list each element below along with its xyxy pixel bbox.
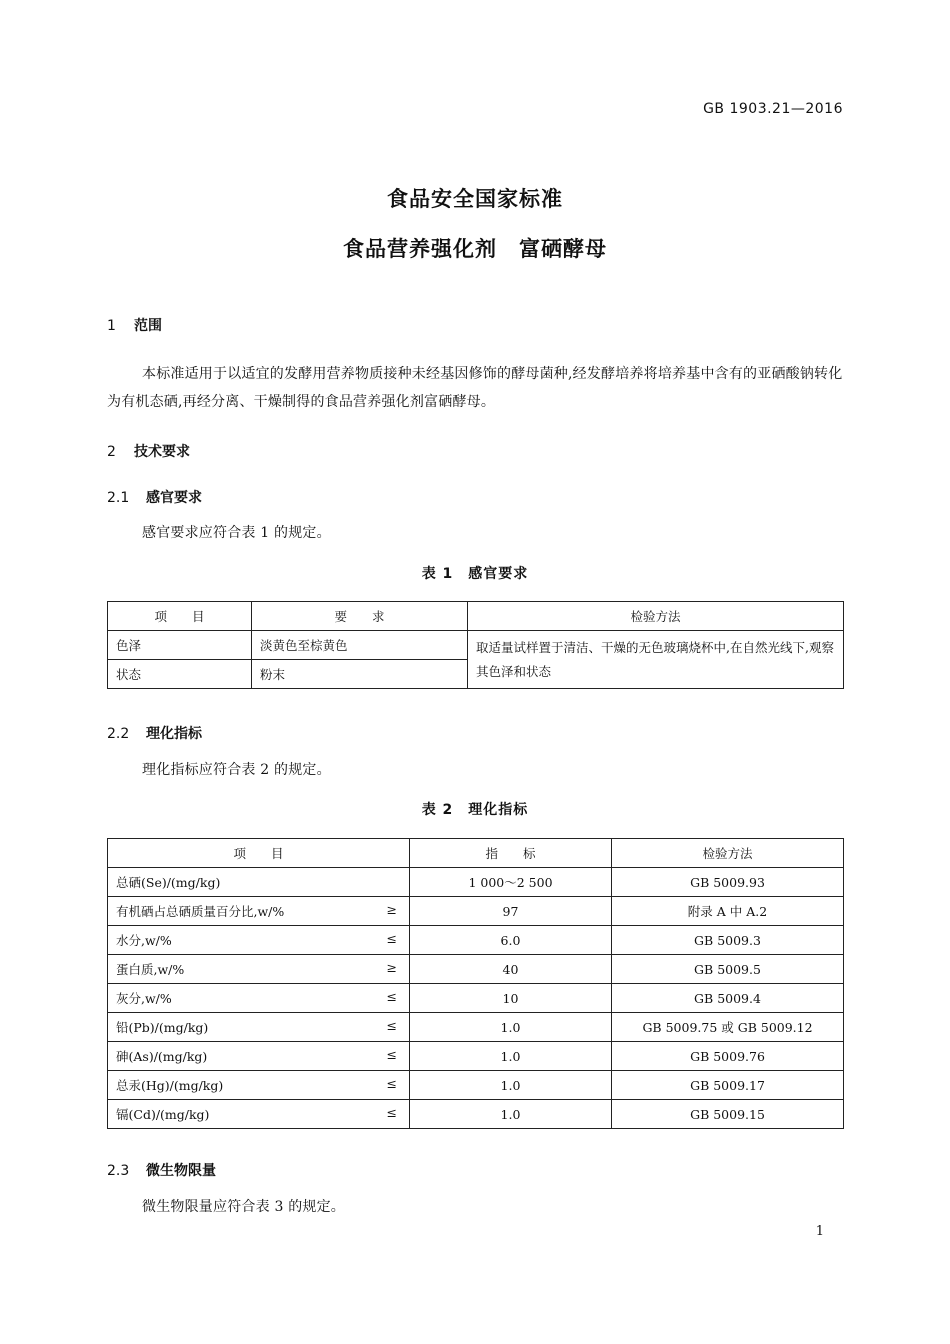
section-number: 2.1 xyxy=(107,490,130,506)
section-title: 感官要求 xyxy=(146,490,202,506)
item-cell: 状态 xyxy=(108,660,252,689)
section-number: 2.2 xyxy=(107,726,130,742)
item-cell xyxy=(108,897,410,926)
column-header: 检验方法 xyxy=(612,839,844,868)
comparison-operator: ≤ xyxy=(386,931,397,946)
method-cell: GB 5009.4 xyxy=(612,984,844,1013)
table-row xyxy=(108,1013,844,1042)
value-cell: 97 xyxy=(410,897,612,926)
table-row xyxy=(108,631,844,660)
method-cell: GB 5009.93 xyxy=(612,868,844,897)
value-cell: 1 000～2 500 xyxy=(410,868,612,897)
comparison-operator: ≤ xyxy=(386,1018,397,1033)
column-header: 项 目 xyxy=(108,839,410,868)
item-label: 铅(Pb)/(mg/kg) xyxy=(116,1020,209,1035)
page-number: 1 xyxy=(815,1224,824,1239)
table-row xyxy=(108,1100,844,1129)
method-cell: GB 5009.17 xyxy=(612,1071,844,1100)
item-label: 水分,w/% xyxy=(116,933,172,948)
item-cell xyxy=(108,926,410,955)
item-cell xyxy=(108,955,410,984)
method-cell: GB 5009.76 xyxy=(612,1042,844,1071)
table-row xyxy=(108,955,844,984)
table-row xyxy=(108,1071,844,1100)
standard-code: GB 1903.21—2016 xyxy=(703,101,843,117)
section-2-2-heading xyxy=(107,723,202,743)
section-title: 范围 xyxy=(134,318,162,334)
item-cell: 色泽 xyxy=(108,631,252,660)
column-header: 项 目 xyxy=(108,602,252,631)
item-cell xyxy=(108,1042,410,1071)
section-title: 理化指标 xyxy=(146,726,202,742)
item-cell xyxy=(108,868,410,897)
doc-title: 食品安全国家标准 xyxy=(387,187,563,211)
comparison-operator: ≤ xyxy=(386,1076,397,1091)
table-row xyxy=(108,1042,844,1071)
value-cell: 1.0 xyxy=(410,1042,612,1071)
column-header: 要 求 xyxy=(252,602,468,631)
section-number: 2 xyxy=(107,444,116,460)
comparison-operator: ≤ xyxy=(386,989,397,1004)
value-cell: 1.0 xyxy=(410,1071,612,1100)
item-label: 总汞(Hg)/(mg/kg) xyxy=(116,1078,224,1093)
item-label: 有机硒占总硒质量百分比,w/% xyxy=(116,904,285,919)
comparison-operator: ≤ xyxy=(386,1105,397,1120)
value-cell: 6.0 xyxy=(410,926,612,955)
method-cell: GB 5009.3 xyxy=(612,926,844,955)
column-header: 检验方法 xyxy=(468,602,844,631)
column-header: 指 标 xyxy=(410,839,612,868)
section-2-1-heading xyxy=(107,487,202,507)
sensory-table xyxy=(107,601,844,689)
section-1-text: 本标准适用于以适宜的发酵用营养物质接种未经基因修饰的酵母菌种,经发酵培养将培养基中含有的亚硒酸钠转化为有机态硒,再经分离、干燥制得的食品营养强化剂富硒酵母。 xyxy=(107,366,843,410)
item-cell xyxy=(108,1013,410,1042)
method-cell: 附录 A 中 A.2 xyxy=(612,897,844,926)
item-label: 砷(As)/(mg/kg) xyxy=(116,1049,208,1064)
section-2-2-text: 理化指标应符合表 2 的规定。 xyxy=(142,762,331,778)
section-number: 2.3 xyxy=(107,1163,130,1179)
value-cell: 1.0 xyxy=(410,1013,612,1042)
comparison-operator: ≤ xyxy=(386,1047,397,1062)
value-cell: 1.0 xyxy=(410,1100,612,1129)
section-title: 技术要求 xyxy=(134,444,190,460)
method-cell: 取适量试样置于清洁、干燥的无色玻璃烧杯中,在自然光线下,观察其色泽和状态 xyxy=(468,631,844,689)
item-label: 总硒(Se)/(mg/kg) xyxy=(116,875,221,890)
item-cell xyxy=(108,1071,410,1100)
section-1-heading xyxy=(107,315,162,335)
table-header-row xyxy=(108,602,844,631)
item-label: 灰分,w/% xyxy=(116,991,172,1006)
section-title: 微生物限量 xyxy=(146,1163,216,1179)
comparison-operator: ≥ xyxy=(386,960,397,975)
section-number: 1 xyxy=(107,318,116,334)
value-cell: 40 xyxy=(410,955,612,984)
section-2-heading xyxy=(107,441,190,461)
requirement-cell: 粉末 xyxy=(252,660,468,689)
doc-subtitle: 食品营养强化剂 富硒酵母 xyxy=(343,237,607,261)
item-cell xyxy=(108,1100,410,1129)
table-header-row xyxy=(108,839,844,868)
table-row xyxy=(108,897,844,926)
physicochemical-table xyxy=(107,838,844,1129)
method-cell: GB 5009.5 xyxy=(612,955,844,984)
item-label: 镉(Cd)/(mg/kg) xyxy=(116,1107,210,1122)
item-cell xyxy=(108,984,410,1013)
table-2-caption: 表 2 理化指标 xyxy=(421,802,529,818)
section-2-1-text: 感官要求应符合表 1 的规定。 xyxy=(142,525,331,541)
table-row xyxy=(108,984,844,1013)
section-2-3-heading xyxy=(107,1160,216,1180)
comparison-operator: ≥ xyxy=(386,902,397,917)
method-cell: GB 5009.15 xyxy=(612,1100,844,1129)
value-cell: 10 xyxy=(410,984,612,1013)
item-label: 蛋白质,w/% xyxy=(116,962,185,977)
table-row xyxy=(108,926,844,955)
method-cell: GB 5009.75 或 GB 5009.12 xyxy=(612,1013,844,1042)
table-row xyxy=(108,868,844,897)
requirement-cell: 淡黄色至棕黄色 xyxy=(252,631,468,660)
table-1-caption: 表 1 感官要求 xyxy=(421,566,529,582)
section-2-3-text: 微生物限量应符合表 3 的规定。 xyxy=(142,1199,346,1215)
